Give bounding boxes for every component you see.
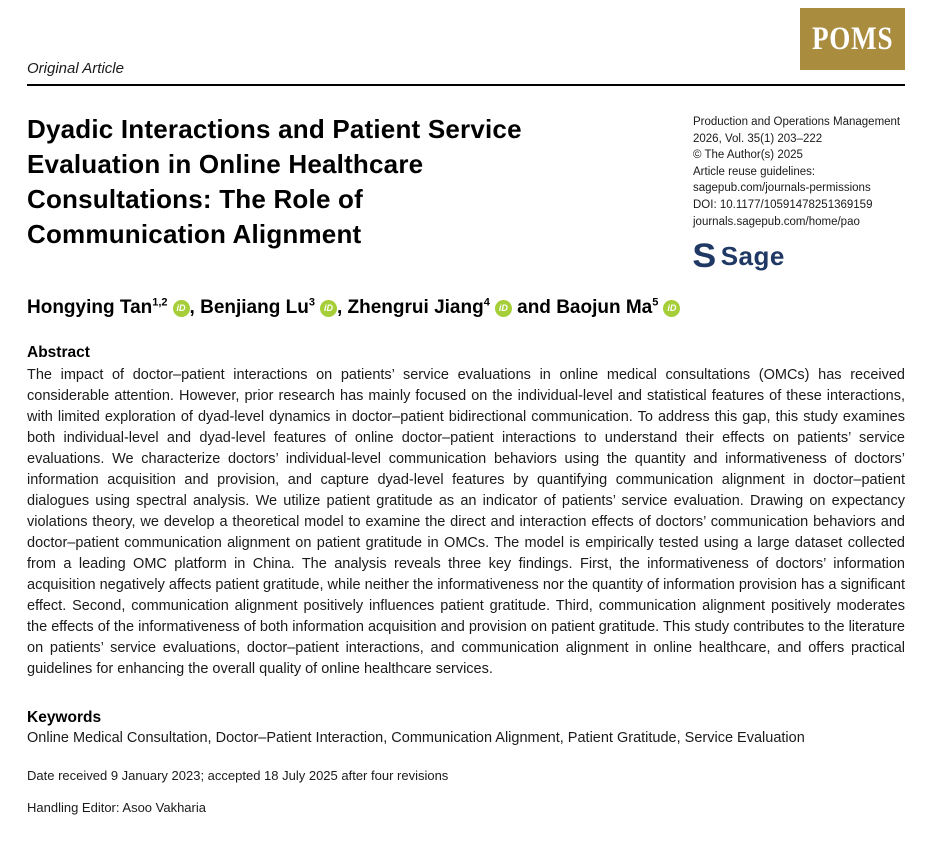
handling-editor-line: Handling Editor: Asoo Vakharia [27, 800, 206, 816]
abstract-text: The impact of doctor–patient interactions on patients’ service evaluations in online medical consultations (OMCs) has received considerable attention. However, prior research has mainly focused on the individual-level and statistical features of these interactions, with limited exploration of dyad-level dynamics in doctor–patient bidirectional communication. To address this gap, this study examines both individual-level and dyad-level features of online doctor–patient interactions to understand their effects on patients’ service evaluations. We characterize doctors’ individual-level communication behaviors using the quantity and informativeness of doctors’ information acquisition and provision, and capture dyad-level features by quantifying communication alignment in doctor–patient dialogues using spectral analysis. We utilize patient gratitude as an indicator of patients’ service evaluation. Drawing on expectancy violations theory, we develop a theoretical model to examine the direct and interaction effects of doctors’ communication behaviors and doctor–patient communication alignment on patient gratitude in OMCs. The model is empirically tested using a large dataset collected from a leading OMC platform in China. The analysis reveals three key findings. First, the informativeness of doctors’ information acquisition negatively affects patient gratitude, while neither the informativeness nor the quantity of information provision has a significant effect. Second, communication alignment positively influences patient gratitude. Third, communication alignment positively moderates the effects of the informativeness of both information acquisition and provision on patient gratitude. This study contributes to the literature on patients’ service evaluations, doctor–patient interactions, and communication alignment in online healthcare, and offers practical guidelines for enhancing the overall quality of online healthcare services. [27, 367, 905, 678]
keywords-heading: Keywords [27, 709, 102, 727]
orcid-icon[interactable]: iD [173, 300, 190, 317]
author-affiliation-sup: 4 [483, 296, 490, 309]
reuse-guidelines-label: Article reuse guidelines: [693, 165, 816, 178]
orcid-icon[interactable]: iD [495, 300, 512, 317]
author-name: Benjiang Lu$^3$ [200, 296, 315, 319]
abstract-section [0, 344, 930, 680]
author-affiliation-sup: 1,2 [152, 296, 168, 309]
journal-home-link[interactable]: journals.sagepub.com/home/pao [693, 215, 860, 228]
doi-link[interactable]: DOI: 10.1177/10591478251369159 [693, 198, 873, 211]
author-affiliation-sup: 3 [308, 296, 315, 309]
journal-meta-column [692, 112, 905, 276]
authors-line [0, 297, 930, 319]
article-type-label: Original Article [27, 60, 124, 77]
journal-name: Production and Operations Management [693, 116, 901, 128]
permissions-link[interactable]: sagepub.com/journals-permissions [693, 182, 871, 195]
title-line-2: Evaluation in Online Healthcare [27, 149, 424, 179]
dates-received-line: Date received 9 January 2023; accepted 18 July 2025 after four revisions [27, 768, 449, 784]
title-line-3: Consultations: The Role of [27, 184, 363, 214]
author-name: Hongying Tan$^{1,2}$ [27, 296, 168, 319]
author-affiliation-sup: 5 [652, 296, 659, 309]
author-name: Zhengrui Jiang$^4$ [347, 296, 490, 319]
copyright-line: © The Author(s) 2025 [693, 149, 803, 162]
page-title [27, 112, 682, 252]
orcid-icon[interactable]: iD [663, 300, 680, 317]
orcid-icon[interactable]: iD [320, 300, 337, 317]
keywords-text: Online Medical Consultation, Doctor–Patient Interaction, Communication Alignment, Patient Gratitude, Service Evaluation [27, 730, 805, 747]
volume-pages: 2026, Vol. 35(1) 203–222 [693, 132, 823, 145]
page-header [0, 0, 930, 84]
title-line-1: Dyadic Interactions and Patient Service [27, 114, 522, 144]
title-column [27, 112, 682, 273]
title-line-4: Communication Alignment [27, 219, 362, 249]
abstract-heading: Abstract [27, 344, 90, 362]
sage-wordmark: Sage [720, 241, 785, 272]
poms-logo [800, 8, 905, 70]
sage-s-icon: S [692, 237, 717, 276]
keywords-section [0, 709, 930, 746]
author-separator: , [336, 297, 348, 319]
author-separator: , [189, 297, 201, 319]
author-separator: and [511, 297, 557, 319]
title-meta-row [0, 86, 930, 276]
author-name: Baojun Ma$^5$ [556, 296, 659, 319]
sage-logo [692, 237, 905, 276]
poms-logo-text: POMS [811, 20, 894, 57]
